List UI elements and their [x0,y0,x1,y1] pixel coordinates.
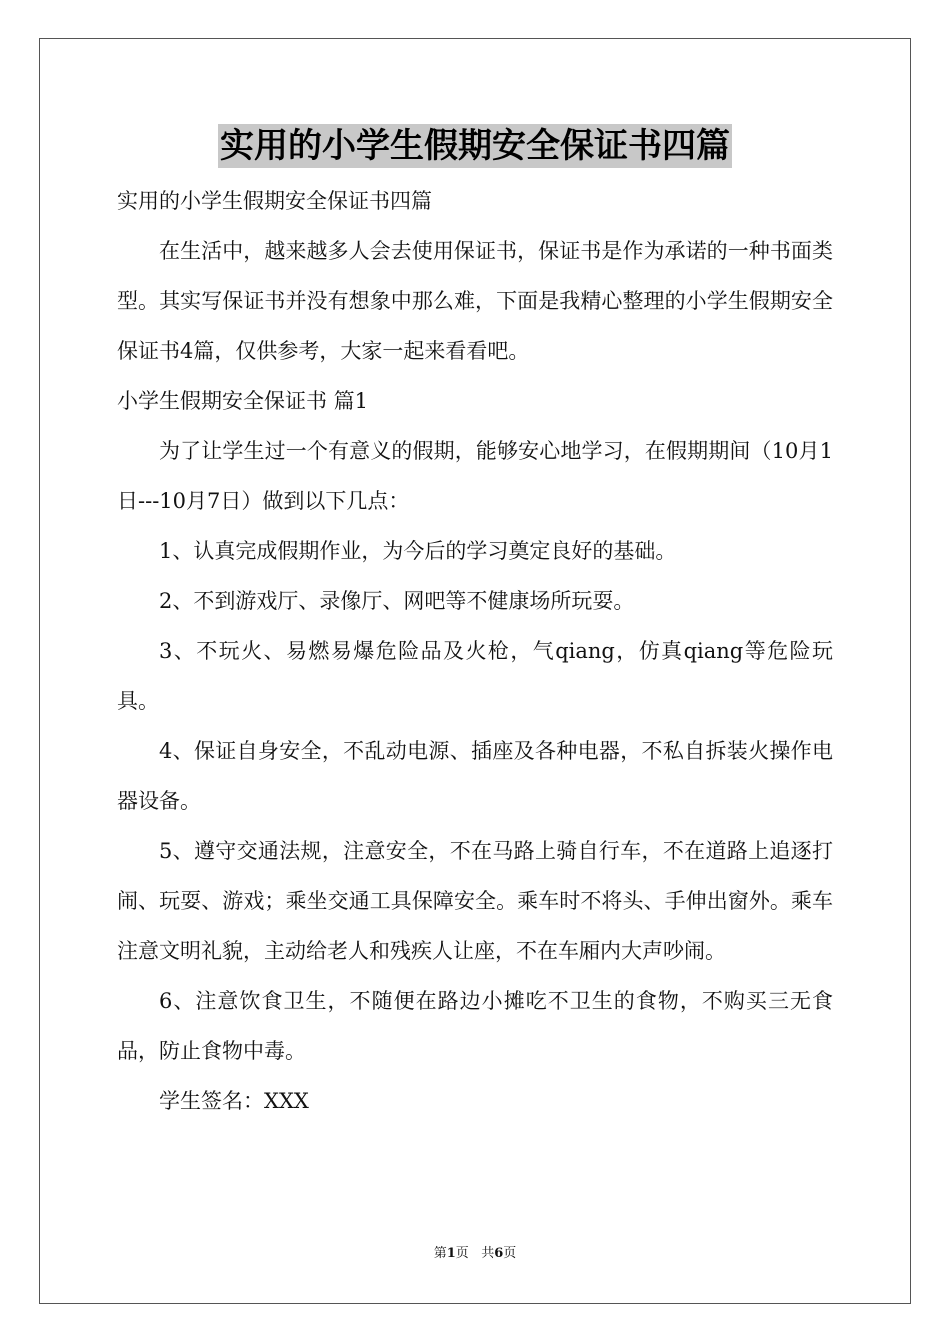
document-body [117,176,833,1126]
rule-item-6: 6、注意饮食卫生，不随便在路边小摊吃不卫生的食物，不购买三无食品，防止食物中毒。 [117,989,833,1063]
page-suffix: 页 [455,1246,469,1261]
rule-item-2: 2、不到游戏厅、录像厅、网吧等不健康场所玩耍。 [159,589,635,613]
document-subtitle: 实用的小学生假期安全保证书四篇 [117,189,432,213]
total-suffix: 页 [503,1246,517,1261]
student-signature: 学生签名：XXX [159,1089,309,1113]
title-container [0,124,950,168]
page-total: 6 [494,1246,504,1261]
total-prefix: 共 [481,1246,495,1261]
rule-item-3: 3、不玩火、易燃易爆危险品及火枪，气qiang，仿真qiang等危险玩具。 [117,639,833,713]
rule-item-4: 4、保证自身安全，不乱动电源、插座及各种电器，不私自拆装火操作电器设备。 [117,739,833,813]
page-current: 1 [446,1246,456,1261]
section-intro-paragraph: 为了让学生过一个有意义的假期，能够安心地学习，在假期期间（10月1日---10月7日）做到以下几点： [117,439,833,513]
section-heading: 小学生假期安全保证书 篇1 [117,389,369,413]
document-title: 实用的小学生假期安全保证书四篇 [220,126,730,166]
page-footer [0,1244,950,1264]
page-prefix: 第 [433,1246,447,1261]
rule-item-1: 1、认真完成假期作业，为今后的学习奠定良好的基础。 [159,539,677,563]
intro-paragraph: 在生活中，越来越多人会去使用保证书，保证书是作为承诺的一种书面类型。其实写保证书并没有想象中那么难，下面是我精心整理的小学生假期安全保证书4篇，仅供参考，大家一起来看看吧。 [117,239,833,363]
rule-item-5: 5、遵守交通法规，注意安全，不在马路上骑自行车，不在道路上追逐打闹、玩耍、游戏；乘坐交通工具保障安全。乘车时不将头、手伸出窗外。乘车注意文明礼貌，主动给老人和残疾人让座，不在车厢内大声吵闹。 [117,839,833,963]
